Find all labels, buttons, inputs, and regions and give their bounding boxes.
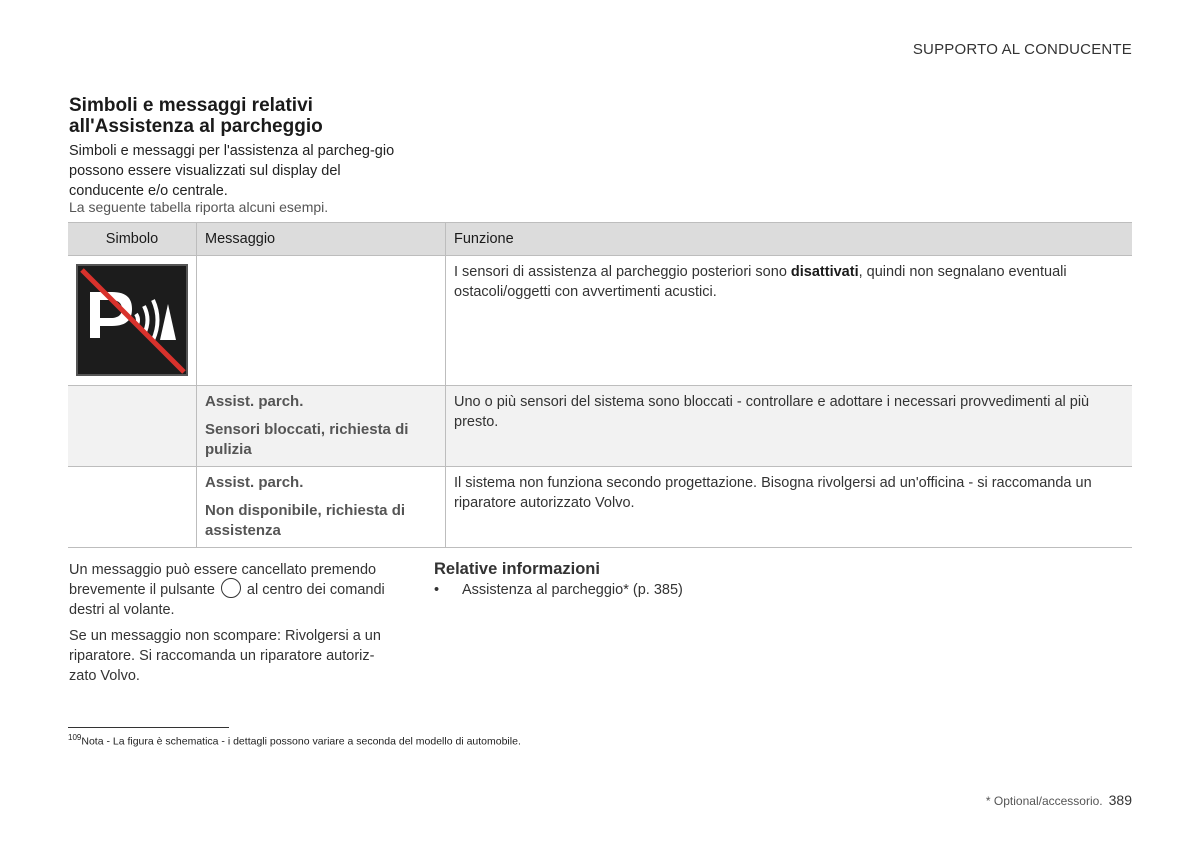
message-text: Sensori bloccati, richiesta di pulizia bbox=[205, 421, 409, 458]
footnote-divider bbox=[68, 727, 229, 728]
header-function: Funzione bbox=[446, 223, 1133, 256]
message-cell bbox=[197, 386, 446, 467]
table-row bbox=[68, 386, 1132, 467]
header-symbol: Simbolo bbox=[68, 223, 197, 256]
message-cell bbox=[197, 256, 446, 386]
steering-button-icon bbox=[221, 578, 241, 598]
symbol-cell bbox=[68, 467, 197, 548]
title-line-1: Simboli e messaggi relativi bbox=[69, 95, 313, 116]
message-cell bbox=[197, 467, 446, 548]
bullet-icon: • bbox=[434, 582, 440, 598]
intro-paragraph: Simboli e messaggi per l'assistenza al parcheg-gio possono essere visualizzati sul display del conducente e/o centrale. bbox=[69, 143, 395, 199]
table-row bbox=[68, 256, 1132, 386]
function-cell: I sensori di assistenza al parcheggio posteriori sono disattivati, quindi non segnalano eventuali ostacoli/oggetti con avvertimenti acustici. bbox=[446, 256, 1133, 386]
page-number: 389 bbox=[1108, 792, 1132, 808]
message-title: Assist. parch. bbox=[205, 393, 304, 410]
function-cell: Il sistema non funziona secondo progettazione. Bisogna rivolgersi ad un'officina - si raccomanda un riparatore autorizzato Volvo. bbox=[446, 467, 1133, 548]
page-footer bbox=[986, 792, 1132, 808]
related-link-text[interactable]: Assistenza al parcheggio* (p. 385) bbox=[462, 582, 683, 598]
dismiss-paragraph: Un messaggio può essere cancellato premendo brevemente il pulsante al centro dei comandi destri al volante. bbox=[69, 562, 385, 619]
page-title bbox=[69, 95, 323, 137]
optional-note: * Optional/accessorio. bbox=[985, 794, 1103, 808]
messages-table bbox=[68, 222, 1132, 548]
message-text: Non disponibile, richiesta di assistenza bbox=[205, 502, 406, 539]
intro-subtext: La seguente tabella riporta alcuni esempi. bbox=[69, 199, 329, 215]
table-row bbox=[68, 467, 1132, 548]
footnote-number: 109 bbox=[68, 733, 82, 742]
table-header-row bbox=[68, 223, 1132, 256]
related-link-item[interactable] bbox=[434, 582, 683, 598]
contact-paragraph: Se un messaggio non scompare: Rivolgersi a un riparatore. Si raccomanda un riparatore autoriz-zato Volvo. bbox=[69, 628, 381, 685]
related-info-title: Relative informazioni bbox=[434, 560, 600, 578]
section-header: SUPPORTO AL CONDUCENTE bbox=[912, 41, 1132, 58]
footnote-text: Nota - La figura è schematica - i dettagli possono variare a seconda del modello di automobile. bbox=[81, 735, 521, 748]
intro-text bbox=[69, 141, 399, 201]
footnote bbox=[68, 733, 521, 748]
symbol-cell bbox=[68, 256, 197, 386]
title-line-2: all'Assistenza al parcheggio bbox=[69, 116, 323, 137]
park-assist-off-icon bbox=[76, 264, 188, 376]
header-message: Messaggio bbox=[197, 223, 446, 256]
symbol-cell bbox=[68, 386, 197, 467]
dismiss-instructions bbox=[69, 560, 399, 692]
function-bold: disattivati bbox=[790, 264, 859, 280]
function-cell: Uno o più sensori del sistema sono bloccati - controllare e adottare i necessari provvedimenti al più presto. bbox=[446, 386, 1133, 467]
message-title: Assist. parch. bbox=[205, 474, 304, 491]
